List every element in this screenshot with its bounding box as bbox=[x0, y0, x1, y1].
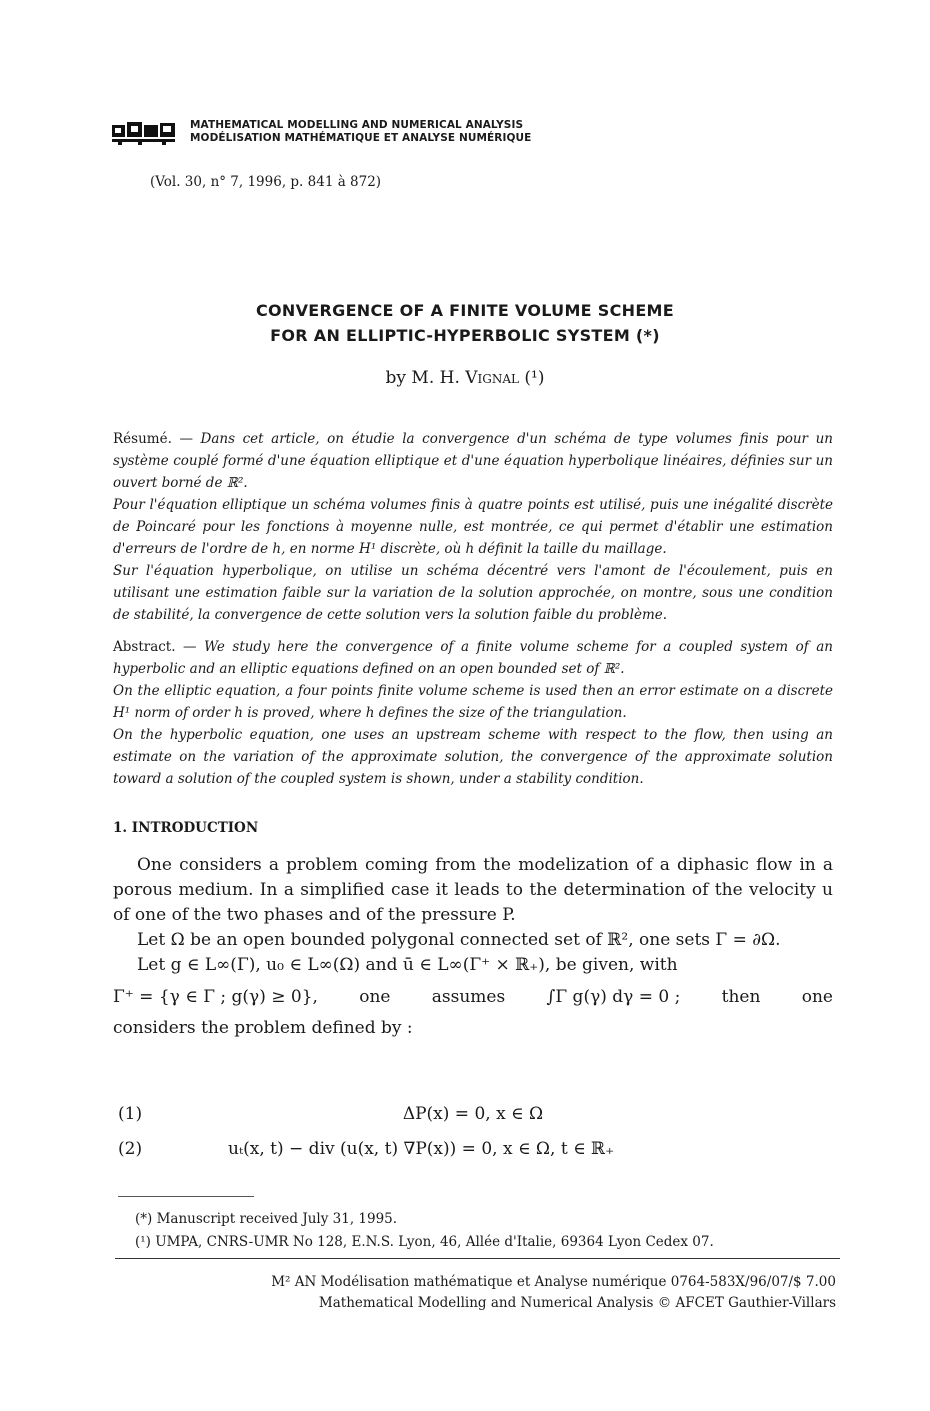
abstract-paragraph-3: On the hyperbolic equation, one uses an upstream scheme with respect to the flow, then using an estimate on the variation of the approximate solution, the convergence of the approximate solution toward a solution of the coupled system is shown, under a stability condition. bbox=[113, 727, 833, 787]
journal-logo bbox=[112, 120, 176, 146]
resume-paragraph-3: Sur l'équation hyperbolique, on utilise un schéma décentré vers l'amont de l'écoulement, puis en utilisant une estimation faible sur la variation de la solution approchée, on montre, sous une condition de stabilité, la convergence de cette solution vers la solution faible du problème. bbox=[113, 563, 833, 623]
intro-word-assumes: assumes bbox=[431, 986, 506, 1007]
equation-2-number: (2) bbox=[118, 1139, 143, 1159]
gamma-plus-definition: Γ⁺ = {γ ∈ Γ ; g(γ) ≥ 0}, bbox=[113, 986, 318, 1007]
publisher-info bbox=[200, 1272, 836, 1314]
integral-condition: ∫Γ g(γ) dγ = 0 ; bbox=[546, 986, 681, 1007]
journal-name-en: MATHEMATICAL MODELLING AND NUMERICAL ANALYSIS bbox=[190, 119, 524, 131]
journal-name bbox=[190, 119, 531, 145]
abstract-paragraph-2: On the elliptic equation, a four points finite volume scheme is used then an error estimate on a discrete H¹ norm of order h is proved, where h defines the size of the triangulation. bbox=[113, 683, 833, 721]
resume-label: Résumé. — bbox=[113, 431, 201, 447]
footnotes bbox=[135, 1208, 714, 1254]
journal-name-fr: MODÉLISATION MATHÉMATIQUE ET ANALYSE NUMÉRIQUE bbox=[190, 132, 532, 144]
equation-1-expression: ΔP(x) = 0, x ∈ Ω bbox=[402, 1104, 544, 1124]
abstract-label: Abstract. — bbox=[113, 639, 205, 655]
title-line-1: CONVERGENCE OF A FINITE VOLUME SCHEME bbox=[255, 301, 675, 320]
intro-integral-line bbox=[113, 978, 833, 1016]
resume-block bbox=[113, 428, 833, 626]
intro-paragraph-2: Let Ω be an open bounded polygonal connected set of ℝ², one sets Γ = ∂Ω. bbox=[137, 930, 781, 950]
intro-paragraph-3: Let g ∈ L∞(Γ), u₀ ∈ L∞(Ω) and ū ∈ L∞(Γ⁺ × ℝ₊), be given, with bbox=[137, 955, 678, 975]
equation-1-number: (1) bbox=[118, 1104, 143, 1124]
intro-word-then: then bbox=[721, 986, 761, 1007]
intro-paragraph-1: One considers a problem coming from the modelization of a diphasic flow in a porous medium. In a simplified case it leads to the determination of the velocity u of one of the two phases and of the pressure P. bbox=[113, 855, 833, 925]
author-line bbox=[0, 368, 930, 388]
author-footnote-mark: (¹) bbox=[524, 368, 545, 388]
bottom-divider bbox=[115, 1258, 840, 1259]
abstract-block bbox=[113, 636, 833, 790]
intro-paragraph-5: considers the problem defined by : bbox=[113, 1018, 413, 1038]
footnote-manuscript: (*) Manuscript received July 31, 1995. bbox=[135, 1211, 398, 1227]
footnote-divider bbox=[118, 1196, 254, 1197]
intro-word-one: one bbox=[359, 986, 391, 1007]
volume-info: (Vol. 30, n° 7, 1996, p. 841 à 872) bbox=[150, 174, 382, 190]
resume-paragraph-2: Pour l'équation elliptique un schéma volumes finis à quatre points est utilisé, puis une inégalité discrète de Poincaré pour les fonctions à moyenne nulle, est montrée, ce qui permet d'établir une estimation d'erreurs de l'ordre de h, en norme H¹ discrète, où h définit la taille du maillage. bbox=[113, 497, 833, 557]
equation-2-expression: uₜ(x, t) − div (u(x, t) ∇P(x)) = 0, x ∈ Ω, t ∈ ℝ₊ bbox=[228, 1139, 615, 1159]
footnote-affiliation: (¹) UMPA, CNRS-UMR No 128, E.N.S. Lyon, 46, Allée d'Italie, 69364 Lyon Cedex 07. bbox=[135, 1234, 714, 1250]
abstract-paragraph-1: We study here the convergence of a finite volume scheme for a coupled system of an hyperbolic and an elliptic equations defined on an open bounded set of ℝ². bbox=[113, 639, 833, 677]
section-heading: 1. INTRODUCTION bbox=[113, 820, 259, 836]
intro-word-one-2: one bbox=[801, 986, 833, 1007]
publisher-line-1: M² AN Modélisation mathématique et Analyse numérique 0764-583X/96/07/$ 7.00 bbox=[271, 1274, 836, 1290]
author-prefix: by bbox=[385, 368, 406, 388]
introduction-body bbox=[113, 853, 833, 1041]
resume-paragraph-1: Dans cet article, on étudie la convergence d'un schéma de type volumes finis pour un système couplé formé d'une équation elliptique et d'une équation hyperbolique linéaires, définies sur un ouvert borné de ℝ². bbox=[113, 431, 833, 491]
publisher-line-2: Mathematical Modelling and Numerical Analysis © AFCET Gauthier-Villars bbox=[318, 1295, 836, 1311]
author-name: M. H. Vignal bbox=[411, 368, 519, 388]
paper-title bbox=[0, 298, 930, 348]
title-line-2: FOR AN ELLIPTIC-HYPERBOLIC SYSTEM (*) bbox=[270, 326, 660, 345]
